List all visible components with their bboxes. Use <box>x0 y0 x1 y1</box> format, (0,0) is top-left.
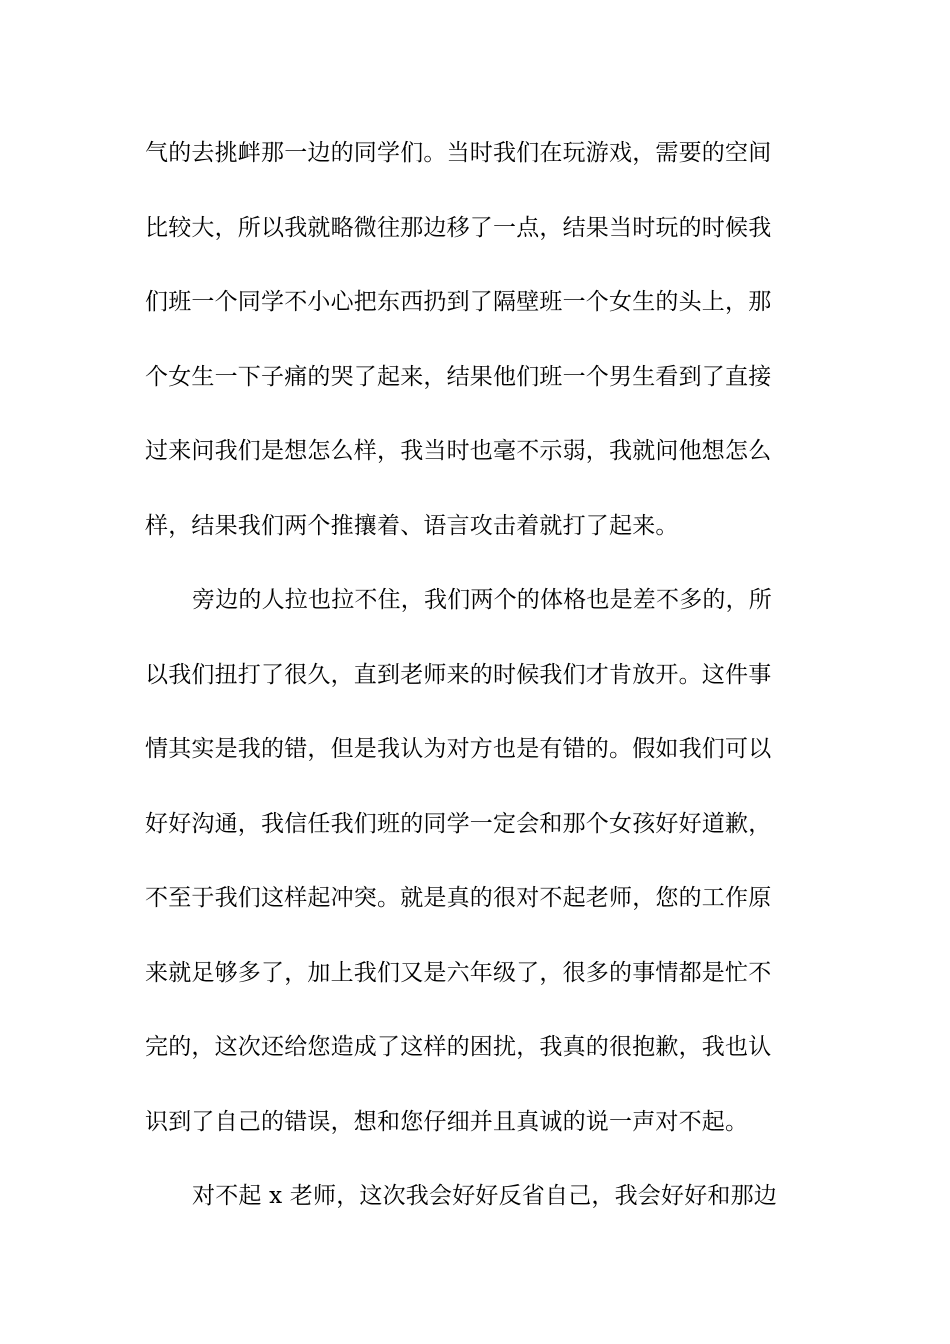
text-line: 气的去挑衅那一边的同学们。当时我们在玩游戏，需要的空间 <box>145 140 772 166</box>
text-line: 们班一个同学不小心把东西扔到了隔壁班一个女生的头上，那 <box>145 289 772 315</box>
text-line: 完的，这次还给您造成了这样的困扰，我真的很抱歉，我也认 <box>145 1034 772 1060</box>
text-line: 来就足够多了，加上我们又是六年级了，很多的事情都是忙不 <box>145 959 772 986</box>
document-body <box>145 130 810 1248</box>
text-line: 好好沟通，我信任我们班的同学一定会和那个女孩好好道歉， <box>145 810 772 837</box>
paragraph-first-line: 旁边的人拉也拉不住，我们两个的体格也是差不多的，所 <box>192 587 772 613</box>
text-line: 识到了自己的错误，想和您仔细并且真诚的说一声对不起。 <box>145 1108 749 1135</box>
text-line: 比较大，所以我就略微往那边移了一点，结果当时玩的时候我 <box>145 214 772 241</box>
text-line: 情其实是我的错，但是我认为对方也是有错的。假如我们可以 <box>145 736 772 762</box>
text-line: 过来问我们是想怎么样，我当时也毫不示弱，我就问他想怎么 <box>145 438 772 464</box>
text-line: 样，结果我们两个推攘着、语言攻击着就打了起来。 <box>145 512 679 539</box>
text-line: 以我们扭打了很久，直到老师来的时候我们才肯放开。这件事 <box>145 661 772 688</box>
paragraph-first-line: 对不起 x 老师，这次我会好好反省自己，我会好好和那边 <box>192 1183 777 1209</box>
text-line: 不至于我们这样起冲突。就是真的很对不起老师，您的工作原 <box>145 885 772 911</box>
text-line: 个女生一下子痛的哭了起来，结果他们班一个男生看到了直接 <box>145 363 772 390</box>
